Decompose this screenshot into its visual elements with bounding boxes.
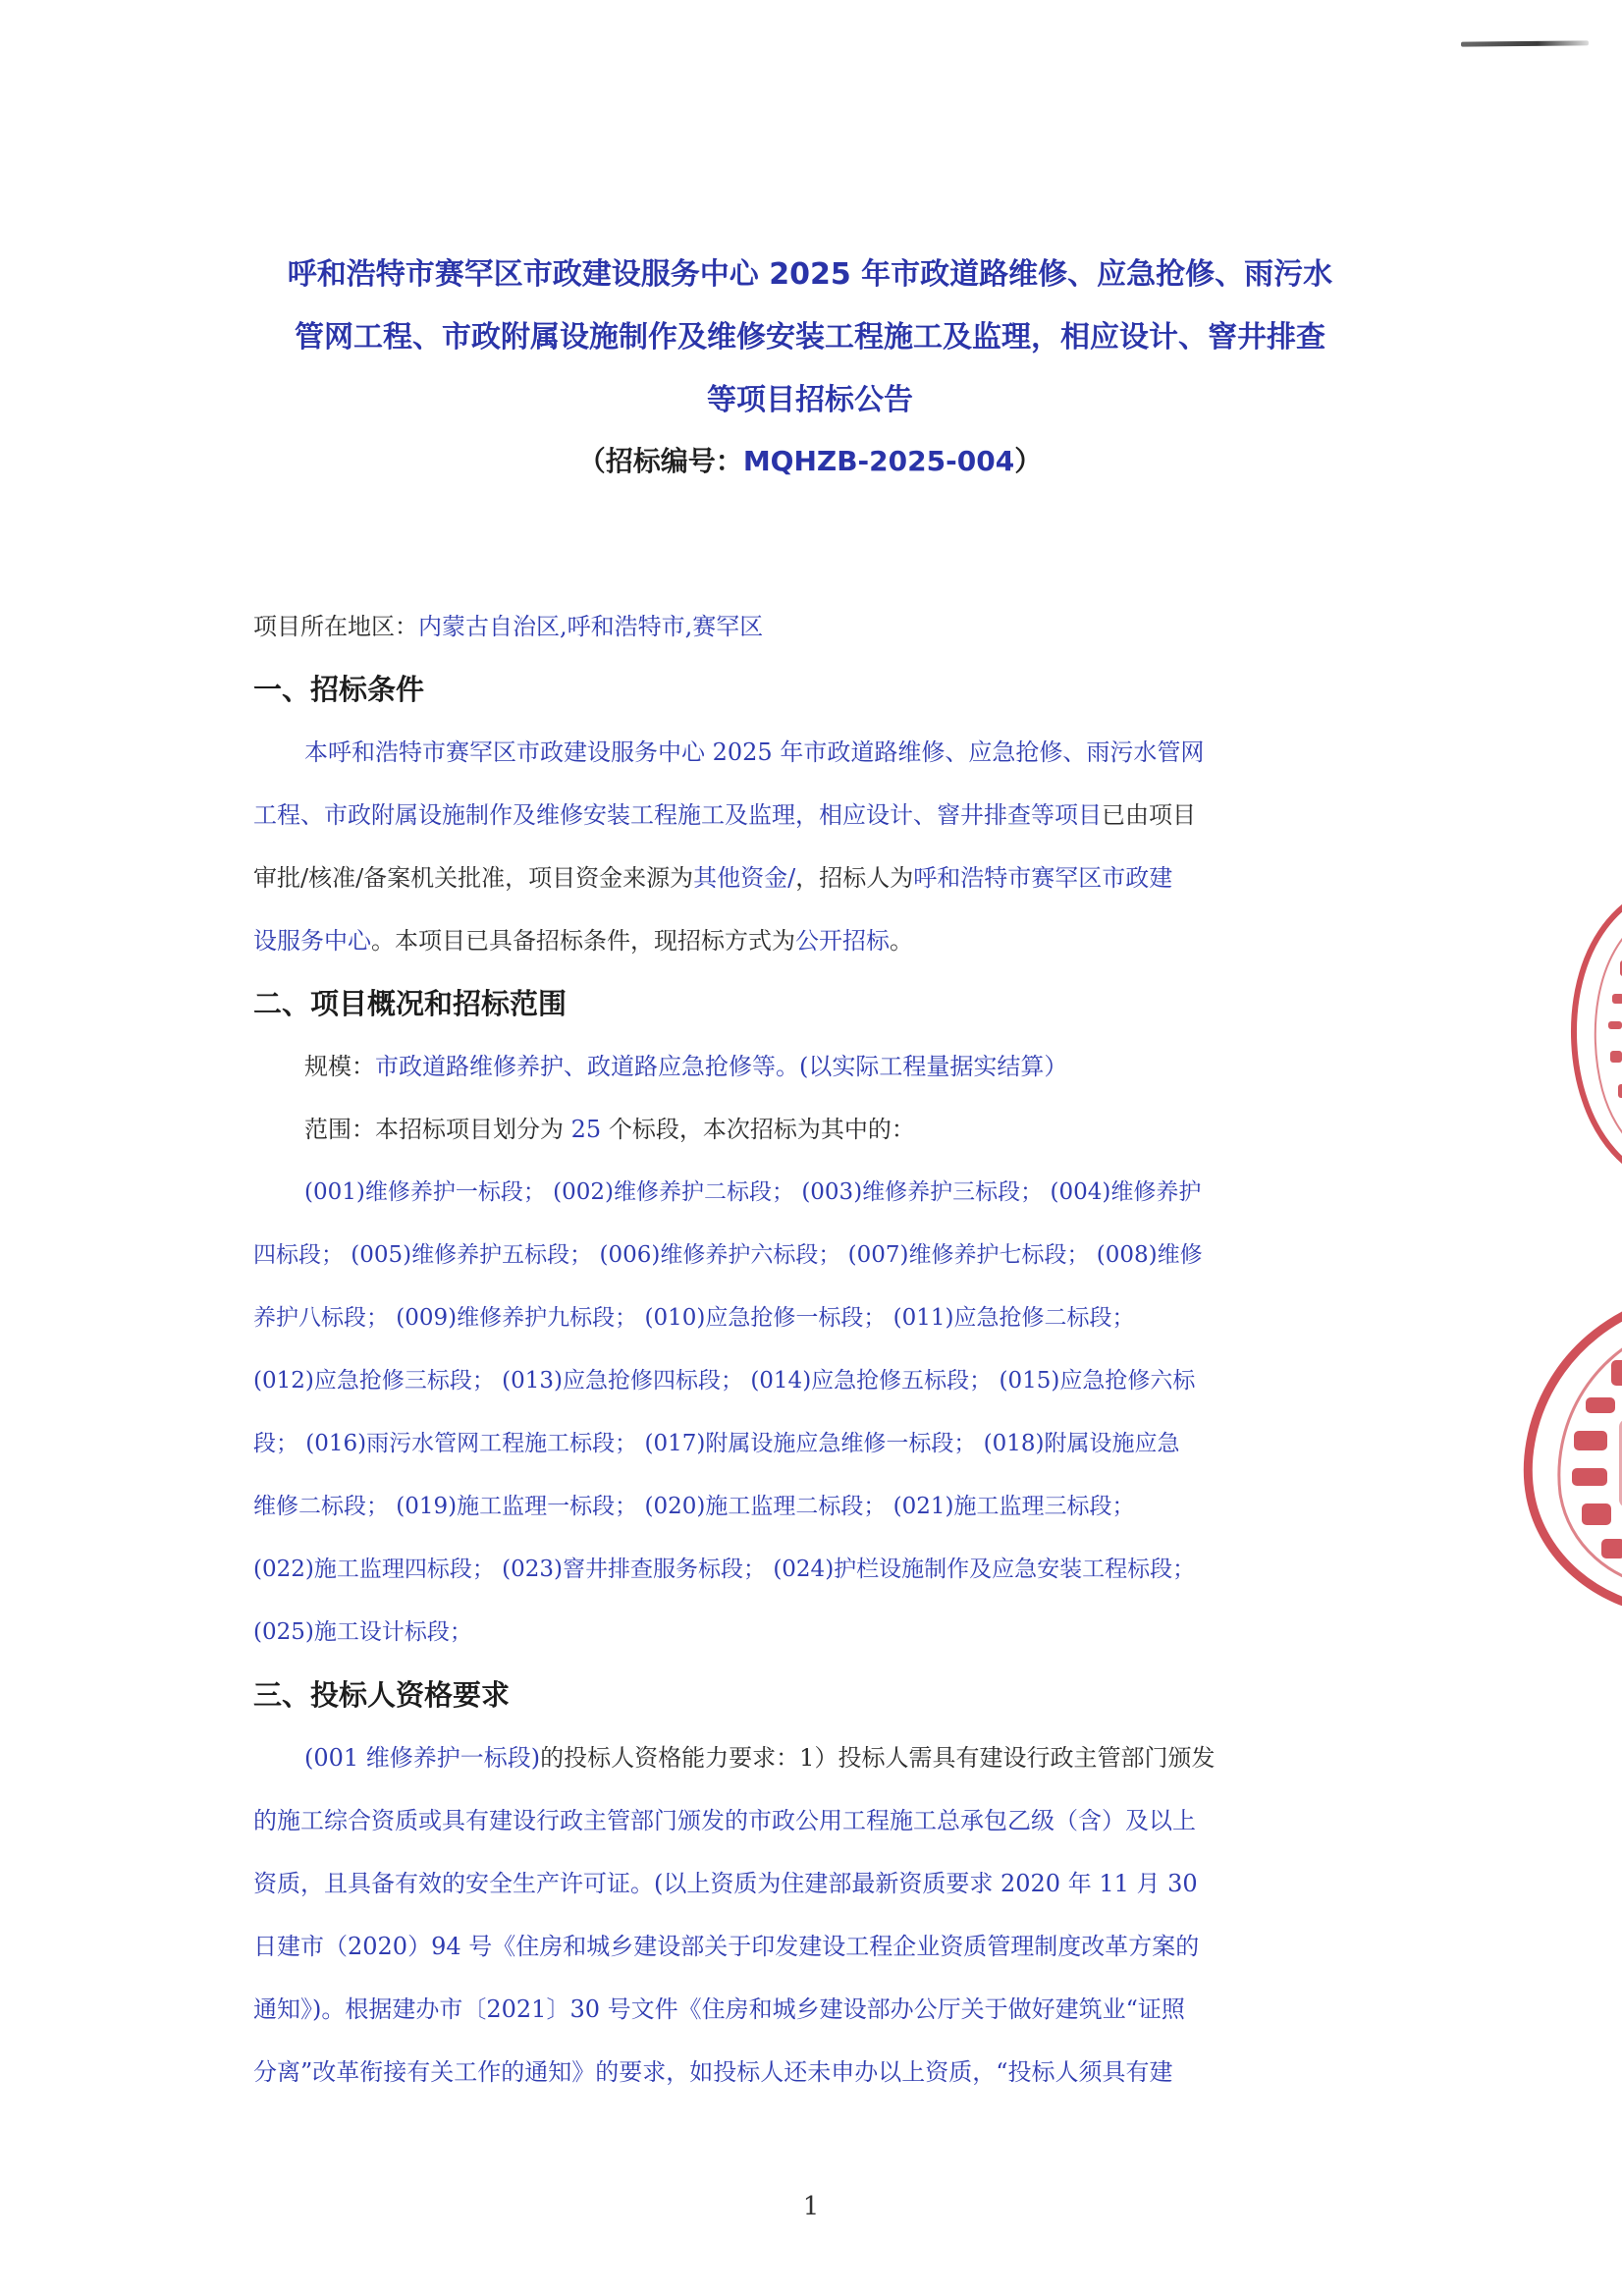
paragraph-line [253, 847, 1353, 909]
text-run: 资质，且具备有效的安全生产许可证。(以上资质为住建部最新资质要求 2020 年 11 月 30 [253, 1870, 1198, 1897]
section-heading-bidding-conditions: 一、招标条件 [253, 673, 425, 706]
project-location [253, 595, 1353, 658]
text-run: 工程、市政附属设施制作及维修安装工程施工及监理，相应设计、窨井排查等项目 [253, 801, 1102, 829]
document-title [226, 244, 1394, 432]
segment-line: 段； (016)雨污水管网工程施工标段； (017)附属设施应急维修一标段； (018)附属设施应急 [253, 1431, 1180, 1456]
paragraph-line [253, 784, 1353, 847]
document-body [253, 595, 1353, 2104]
segment-line: (025)施工设计标段； [253, 1619, 472, 1645]
paragraph-line [253, 1726, 1353, 1789]
paragraph-line [253, 1789, 1353, 1852]
text-run: 审批/核准/备案机关批准，项目资金来源为 [253, 864, 694, 892]
paragraph-line [253, 721, 1353, 784]
segment-line: 维修二标段； (019)施工监理一标段； (020)施工监理二标段； (021)施工监理三标段； [253, 1494, 1135, 1519]
text-run: 。 [890, 927, 913, 955]
segment-list [253, 1161, 1353, 1664]
bid-number-label: （招标编号： [577, 445, 743, 477]
text-run: 分离”改革衔接有关工作的通知》的要求，如投标人还未申办以上资质，“投标人须具有建 [253, 2058, 1173, 2086]
range-line [253, 1098, 1353, 1161]
page-number: 1 [802, 2192, 820, 2221]
text-run: 已由项目 [1102, 801, 1196, 829]
section1-paragraph [253, 721, 1353, 972]
text-run: 呼和浩特市赛罕区市政建 [913, 864, 1173, 892]
text-run: 日建市（2020）94 号《住房和城乡建设部关于印发建设工程企业资质管理制度改革方案的 [253, 1933, 1200, 1960]
text-run: 的施工综合资质或具有建设行政主管部门颁发的市政公用工程施工总承包乙级（含）及以上 [253, 1807, 1196, 1834]
title-line: 呼和浩特市赛罕区市政建设服务中心 2025 年市政道路维修、应急抢修、雨污水 [287, 257, 1333, 292]
segment-line: 四标段； (005)维修养护五标段； (006)维修养护六标段； (007)维修养护七标段； (008)维修 [253, 1242, 1203, 1268]
segment-line: (012)应急抢修三标段； (013)应急抢修四标段； (014)应急抢修五标段； (015)应急抢修六标 [253, 1368, 1196, 1394]
paragraph-line [253, 909, 1353, 972]
bid-number-value: MQHZB-2025-004 [742, 445, 1015, 477]
red-seal-bottom [1517, 1291, 1622, 1615]
title-line: 管网工程、市政附属设施制作及维修安装工程施工及监理，相应设计、窨井排查 [295, 320, 1325, 355]
scale-text: 市政道路维修养护、政道路应急抢修等。(以实际工程量据实结算） [375, 1053, 1068, 1080]
text-run: 其他资金/ [693, 864, 796, 892]
range-prefix: 范围：本招标项目划分为 [304, 1116, 564, 1143]
section-heading-project-overview: 二、项目概况和招标范围 [253, 987, 568, 1020]
bid-number-line [226, 440, 1394, 479]
segment-line: (001)维修养护一标段； (002)维修养护二标段； (003)维修养护三标段； (004)维修养护 [304, 1179, 1202, 1205]
range-suffix: 个标段，本次招标为其中的： [608, 1116, 915, 1143]
text-run: 的投标人资格能力要求：1）投标人需具有建设行政主管部门颁发 [540, 1744, 1216, 1772]
section-heading-bidder-qualifications: 三、投标人资格要求 [253, 1678, 511, 1712]
range-count: 25 [570, 1116, 602, 1143]
text-run: 本呼和浩特市赛罕区市政建设服务中心 2025 年市政道路维修、应急抢修、雨污水管网 [304, 738, 1205, 766]
text-run: ，招标人为 [795, 864, 914, 892]
location-value: 内蒙古自治区,呼和浩特市,赛罕区 [418, 613, 764, 640]
location-label: 项目所在地区： [253, 613, 418, 640]
paragraph-line [253, 2041, 1353, 2104]
title-line: 等项目招标公告 [707, 383, 913, 417]
section3-paragraph [253, 1726, 1353, 2104]
paragraph-line [253, 1852, 1353, 1915]
paragraph-line [253, 1978, 1353, 2041]
bid-number-close: ） [1014, 445, 1043, 477]
text-run: 设服务中心 [253, 927, 371, 955]
text-run: (001 维修养护一标段) [304, 1744, 541, 1772]
red-seal-top [1543, 884, 1622, 1178]
scale-label: 规模： [304, 1053, 375, 1080]
segment-line: (022)施工监理四标段； (023)窨井排查服务标段； (024)护栏设施制作及应急安装工程标段； [253, 1557, 1196, 1582]
text-run: 公开招标 [795, 927, 890, 955]
paragraph-line [253, 1915, 1353, 1978]
text-run: 。本项目已具备招标条件，现招标方式为 [371, 927, 795, 955]
scan-corner-mark [1461, 40, 1589, 46]
text-run: 通知》)。根据建办市〔2021〕30 号文件《住房和城乡建设部办公厅关于做好建筑业“证照 [253, 1995, 1185, 2023]
segment-line: 养护八标段； (009)维修养护九标段； (010)应急抢修一标段； (011)应急抢修二标段； [253, 1305, 1135, 1331]
scale-line [253, 1035, 1353, 1098]
